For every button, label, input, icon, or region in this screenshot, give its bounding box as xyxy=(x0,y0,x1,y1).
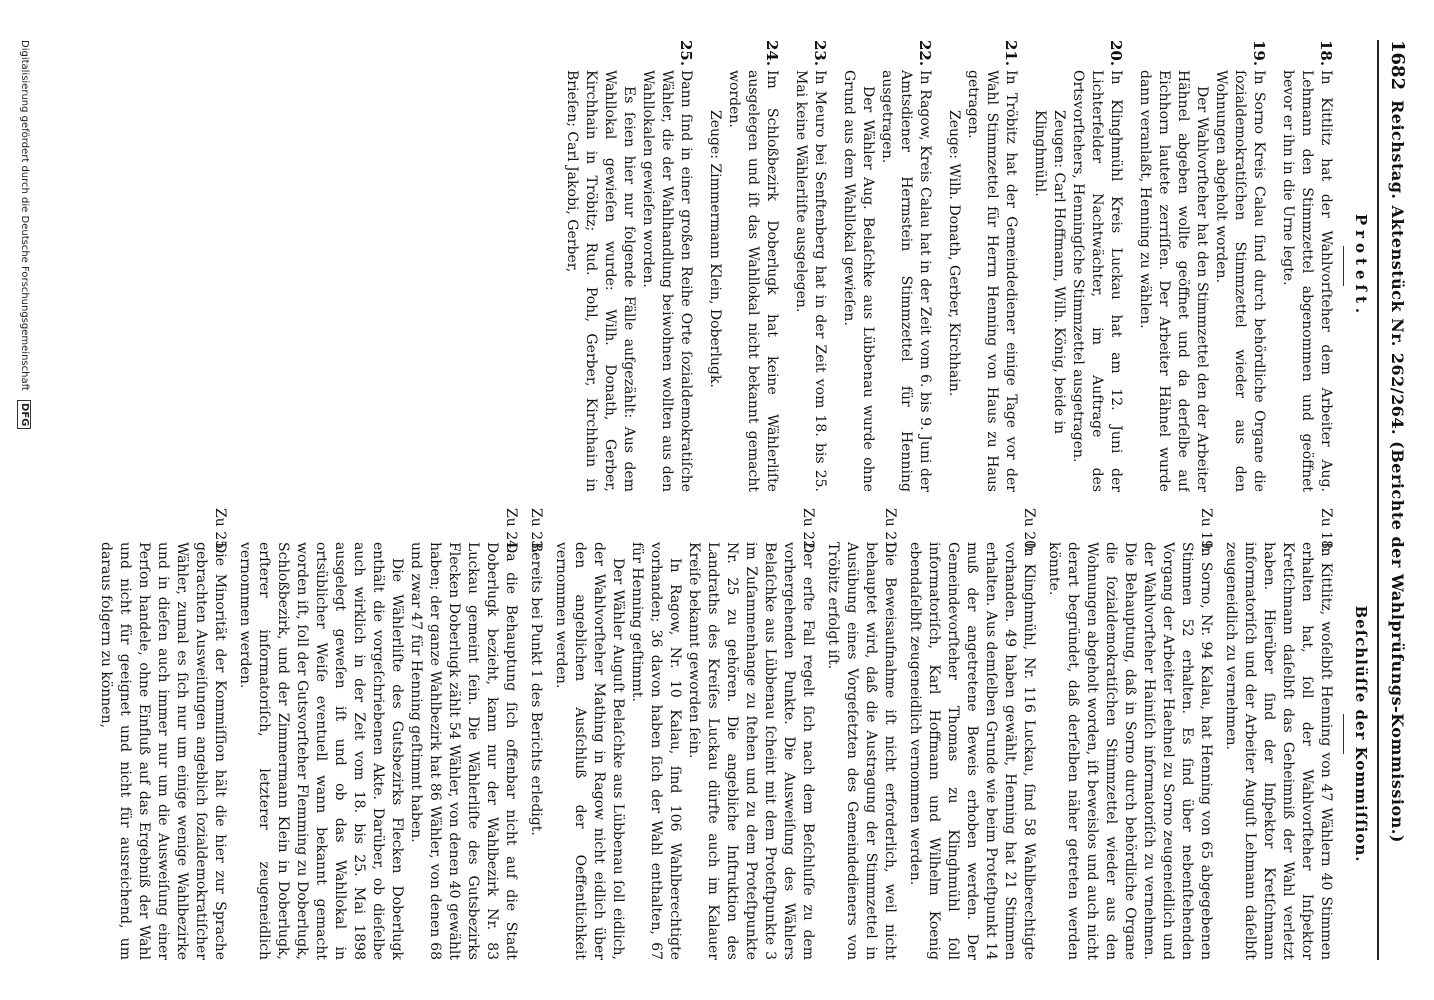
item-number: 23. xyxy=(811,40,829,67)
decision-text-continued: Der Wähler Auguſt Belaſchke aus Lübbenau ſoll eidlich, der Wahlvorſteher Mathing in Ragow nicht eidlich über den angeblichen Ausſchluß der Oeffentlichkeit vernommen werden. xyxy=(553,542,626,960)
decision-text: In Sorno, Nr. 94 Kalau, hat Henning von 65 abgegebenen Stimmen 52 erhalten. Es ſind über nebenſtehenden Vorgang der Arbeiter Haehnel zu Sorno zeugeneidlich und der Wahlvorſteher Hainiſch informatoriſch zu vernehmen. Die Behauptung, daß in Sorno durch behördliche Organe die ſozialdemokratiſchen Stimmzettel wieder aus den Wohnungen abgeholt worden, iſt beweislos und auch nicht derart begründet, daß derſelben näher getreten werden könnte. xyxy=(1046,542,1214,960)
page-number: 1682 xyxy=(1387,40,1408,91)
item-text-continued: Der Wähler Aug. Belaſchke aus Lübbenau wurde ohne Grund aus dem Wahllokal gewieſen. xyxy=(841,70,876,492)
decision-number: Zu 21. xyxy=(882,508,898,554)
digitization-text: Digitalisierung gefördert durch die Deutsche Forschungsgemeinschaft xyxy=(19,40,30,391)
decision-text: In Kittlitz, woſelbſt Henning von 47 Wählern 40 Stimmen erhalten hat, ſoll der Wahlvorſteher Inſpektor Kretſchmann daſelbſt das Geheimniß der Wahl verletzt haben. Hierüber ſind der Inſpektor Kretſchmann informatoriſch und der Arbeiter Auguſt Lehmann daſelbſt zeugeneidlich zu vernehmen. xyxy=(1223,542,1334,960)
witness-line: Zeuge: Wilh. Donath, Gerber, Kirchhain. xyxy=(946,110,962,397)
decision-number: Zu 22. xyxy=(800,508,816,554)
item-text: Im Schloßbezirk Doberlugk hat keine Wählerliſte ausgelegen und iſt das Wahllokal nicht bekannt gemacht worden. xyxy=(726,70,780,492)
decision-text-continued: Die Wählerliſte des Gutsbezirks Flecken Doberlugk enthält die vorgeſchriebenen Akte. Darüber, ob dieſelbe auch wirklich in der Zeit vom 18. bis 25. Mai 1898 ausgelegt geweſen iſt und ob das Wahllokal in ortsüblicher Weiſe eventuell wann bekannt gemacht worden iſt, ſoll der Gutsvorſteher Flemming zu Doberlugk, Schloßbezirk, und der Zimmermann Klein in Doberlugk, erſterer informatoriſch, letzterer zeugeneidlich vernommen werden. xyxy=(237,542,405,960)
decision-text: Die Beweisaufnahme iſt nicht erforderlich, weil nicht behauptet wird, daß die Austragung der Stimmzettel in Ausübung eines Vorgeſetzten des Gemeindedieners von Tröbitz erfolgt iſt. xyxy=(825,542,898,960)
decision-text: In Klinghmühl, Nr. 116 Luckau, ſind 58 Wahlberechtigte vorhanden. 49 haben gewählt, Henning hat 21 Stimmen erhalten. Aus demſelben Grunde wie beim Proteſtpunkt 14 muß der angetretene Beweis erhoben werden. Der Gemeindevorſteher Thomas zu Klinghmühl ſoll informatoriſch, Karl Hoffmann und Wilhelm Koenig ebendaſelbſt zeugeneidlich vernommen werden. xyxy=(907,542,1037,960)
decision-item xyxy=(526,508,545,960)
decision-text: Die Minorität der Kommiſſion hält die hier zur Sprache gebrachten Ausweiſungen angeblich ſozialdemokratiſcher Wähler, zumal es ſich nur um einige wenige Wahlbezirke und in dieſen auch immer nur um die Ausweiſung einer Perſon handele, ohne Einfluß auf das Ergebniß der Wahl und nicht für geeignet und nicht für ausreichend, um daraus folgern zu können, xyxy=(98,542,228,960)
decision-item xyxy=(823,508,899,960)
running-head xyxy=(1382,40,1412,960)
digitization-credit xyxy=(14,40,34,960)
item-text-continued: Der Wahlvorſteher hat den Stimmzettel den der Arbeiter Hähnel abgeben wollte geöffnet und da derſelbe auf Eichhorn lautete zerriſſen. Der Arbeiter Hähnel wurde dann veranlaßt, Henning zu wählen. xyxy=(1137,70,1210,492)
decision-item xyxy=(1221,508,1335,960)
dfg-logo: DFG xyxy=(17,400,31,429)
witness-line: Zeugen: Carl Hoffmann, Wilh. König, beide in Klinghmühl. xyxy=(1032,110,1067,435)
item-number: 20. xyxy=(1107,40,1125,67)
decision-number: Zu 20. xyxy=(1021,508,1037,554)
decision-number: Zu 24. xyxy=(503,508,519,554)
decision-item xyxy=(551,508,817,960)
protest-item xyxy=(1278,40,1335,492)
title-rule xyxy=(1343,714,1344,754)
item-number: 22. xyxy=(916,40,934,67)
item-number: 24. xyxy=(763,40,781,67)
item-number: 21. xyxy=(1002,40,1020,67)
item-text: In Meuro bei Senftenberg hat in der Zeit vom 18. bis 25. Mai keine Wählerliſte ausgelegen. xyxy=(793,70,828,492)
running-head-title: Reichstag. Aktenstück Nr. 262/264. (Berichte der Wahlprüfungs-Kommission.) xyxy=(1388,100,1407,843)
protest-item xyxy=(791,40,829,492)
commission-title: Beſchlüſſe der Kommiſſion. xyxy=(1352,605,1370,863)
decision-number: Zu 25. xyxy=(212,508,228,554)
protest-column xyxy=(59,40,1374,492)
decision-text: Bereits bei Punkt 1 des Berichts erledigt. xyxy=(528,542,544,836)
decision-text: Da die Behauptung ſich offenbar nicht auf die Stadt Doberlugk bezieht, kann nur der Wahlbezirk Nr. 83 Luckau gemeint ſein. Die Wählerliſte des Gutsbezirks Flecken Doberlugk zählt 54 Wähler, von denen 40 gewählt haben; der ganze Wahlbezirk hat 86 Wähler, von denen 68 und zwar 47 für Henning geſtimmt haben. xyxy=(408,542,519,960)
decision-item xyxy=(905,508,1038,960)
item-number: 19. xyxy=(1250,40,1268,67)
protest-title: Proteſt. xyxy=(1352,213,1370,319)
decision-number: Zu 18. xyxy=(1318,508,1334,554)
decision-number: Zu 23. xyxy=(528,508,544,554)
item-text: In Tröbitz hat der Gemeindediener einige Tage vor der Wahl Stimmzettel für Herrn Henning von Haus zu Haus getragen. xyxy=(965,70,1019,492)
item-text: In Klinghmühl Kreis Luckau hat am 12. Juni der Lichterfelder Nachtwächter, im Auftrage des Ortsvorſtehers, Henningſche Stimmzettel ausgetragen. xyxy=(1070,70,1124,492)
protest-item xyxy=(1030,40,1125,492)
item-text: In Ragow, Kreis Calau hat in der Zeit vom 6. bis 9. Juni der Amtsdiener Hermstein Stimmzettel für Henning ausgetragen. xyxy=(879,70,933,492)
decision-number: Zu 19. xyxy=(1198,508,1214,554)
decision-item xyxy=(96,508,229,960)
decision-item xyxy=(235,508,520,960)
protest-item xyxy=(839,40,934,492)
item-text: In Kittlitz hat der Wahlvorſteher dem Arbeiter Aug. Lehmann den Stimmzettel abgenommen und geöffnet bevor er ihn in die Urne legte. xyxy=(1280,70,1334,492)
item-text: Dann ſind in einer großen Reihe Orte ſozialdemokratiſche Wähler, die der Wahlhandlung beiwohnen wollten aus den Wahllokalen gewieſen worden. xyxy=(640,70,694,492)
witness-line: Zeuge: Zimmermann Klein, Doberlugk. xyxy=(707,110,723,388)
decision-text: Der erſte Fall regelt ſich nach dem Beſchluſſe zu dem vorhergehenden Punkte. Die Ausweiſung des Wählers Belaſchke aus Lübbenau ſcheint mit dem Proteſtpunkte 3 im Zuſammenhange zu ſtehen und zu dem Proteſtpunkte Nr. 25 zu gehören. Die angebliche Inſtruktion des Landraths des Kreiſes Luckau dürfte auch im Kalauer Kreiſe bekannt geworden ſein. xyxy=(686,542,816,960)
header-rule xyxy=(1377,40,1379,960)
commission-column xyxy=(59,508,1374,960)
protest-item xyxy=(944,40,1020,492)
title-rule xyxy=(1343,246,1344,286)
protest-item xyxy=(705,40,781,492)
item-number: 25. xyxy=(677,40,695,67)
decision-text-continued: In Ragow, Nr. 10 Kalau, ſind 106 Wahlberechtigte vorhanden; 36 davon haben ſich der Wahl enthalten, 67 für Henning geſtimmt. xyxy=(629,542,683,960)
decision-item xyxy=(1044,508,1215,960)
protest-item xyxy=(562,40,695,492)
item-text-continued: Es ſeien hier nur folgende Fälle aufgezählt: Aus dem Wahllokal gewieſen wurde: Wilh. Donath, Gerber, Kirchhain in Tröbitz; Rud. Pohl, Gerber, Kirchhain in Brieſen; Carl Jakobi, Gerber, xyxy=(564,70,637,492)
item-number: 18. xyxy=(1317,40,1335,67)
protest-item xyxy=(1135,40,1268,492)
item-text: In Sorno Kreis Calau ſind durch behördliche Organe die ſozialdemokratiſchen Stimmzettel wieder aus den Wohnungen abgeholt worden. xyxy=(1213,70,1267,492)
